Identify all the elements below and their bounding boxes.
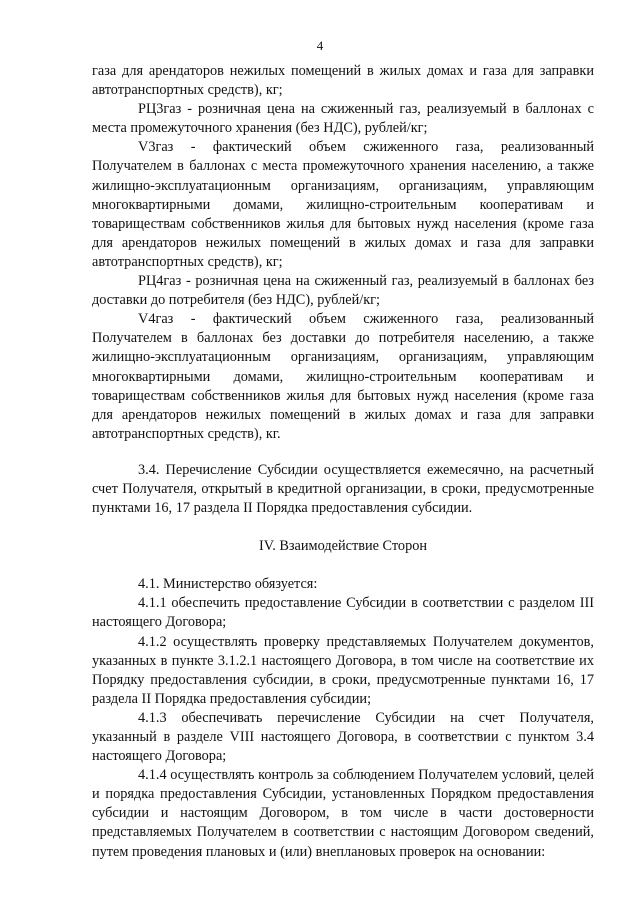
paragraph-gas-volume-continued: газа для арендаторов нежилых помещений в жилых домах и газа для заправки автотранспортных средств), кг; bbox=[92, 63, 594, 99]
paragraph-4-1-3: 4.1.3 обеспечивать перечисление Субсидии на счет Получателя, указанный в разделе VIII настоящего Договора, в соответствии с пунктом 3.4 настоящего Договора; bbox=[92, 709, 594, 765]
paragraph-rc3-price: РЦ3газ - розничная цена на сжиженный газ, реализуемый в баллонах с места промежуточного хранения (без НДС), рублей/кг; bbox=[92, 101, 594, 137]
spacer bbox=[92, 444, 594, 461]
paragraph-4-1-4: 4.1.4 осуществлять контроль за соблюдением Получателем условий, целей и порядка предоставления Субсидии, установленных Порядком предоставления субсидии и настоящим Договором, в том числе в части достоверности представляемых Получателем в соответствии с настоящим Договором сведений, путем проведения плановых и (или) внеплановых проверок на основании: bbox=[92, 767, 594, 860]
page-number: 4 bbox=[316, 38, 324, 53]
spacer bbox=[92, 556, 594, 575]
paragraph-3-4-transfer: 3.4. Перечисление Субсидии осуществляется ежемесячно, на расчетный счет Получателя, открытый в кредитной организации, в сроки, предусмотренные пунктами 16, 17 раздела II Порядка предоставления субсидии. bbox=[92, 461, 594, 517]
paragraph-4-1: 4.1. Министерство обязуется: bbox=[138, 576, 318, 593]
document-body bbox=[92, 62, 594, 862]
paragraph-rc4-price: РЦ4газ - розничная цена на сжиженный газ, реализуемый в баллонах без доставки до потребителя (без НДС), рублей/кг; bbox=[92, 273, 594, 309]
section-heading-iv: IV. Взаимодействие Сторон bbox=[258, 538, 428, 555]
paragraph-v3-volume: V3газ - фактический объем сжиженного газа, реализованный Получателем в баллонах с места промежуточного хранения населению, а также жилищно-эксплуатационным организациям, организациям, управляющим многоквартирными домами, жилищно-строительным кооперативам и товариществам собственников жилья для бытовых нужд населения (кроме газа для арендаторов нежилых помещений в жилых домах и газа для заправки автотранспортных средств), кг; bbox=[92, 139, 594, 270]
paragraph-4-1-1: 4.1.1 обеспечить предоставление Субсидии в соответствии с разделом III настоящего Договора; bbox=[92, 595, 594, 631]
paragraph-v4-volume: V4газ - фактический объем сжиженного газа, реализованный Получателем в баллонах без доставки до потребителя населению, а также жилищно-эксплуатационным организациям, организациям, управляющим многоквартирными домами, жилищно-строительным кооперативам и товариществам собственников жилья для бытовых нужд населения (кроме газа для арендаторов нежилых помещений в жилых домах и газа для заправки автотранспортных средств), кг. bbox=[92, 311, 594, 442]
paragraph-4-1-2: 4.1.2 осуществлять проверку представляемых Получателем документов, указанных в пункте 3.1.2.1 настоящего Договора, в том числе на соответствие их Порядку предоставления субсидии, в сроки, предусмотренные пунктами 16, 17 раздела II Порядка предоставления субсидии; bbox=[92, 633, 594, 707]
spacer bbox=[92, 518, 594, 537]
